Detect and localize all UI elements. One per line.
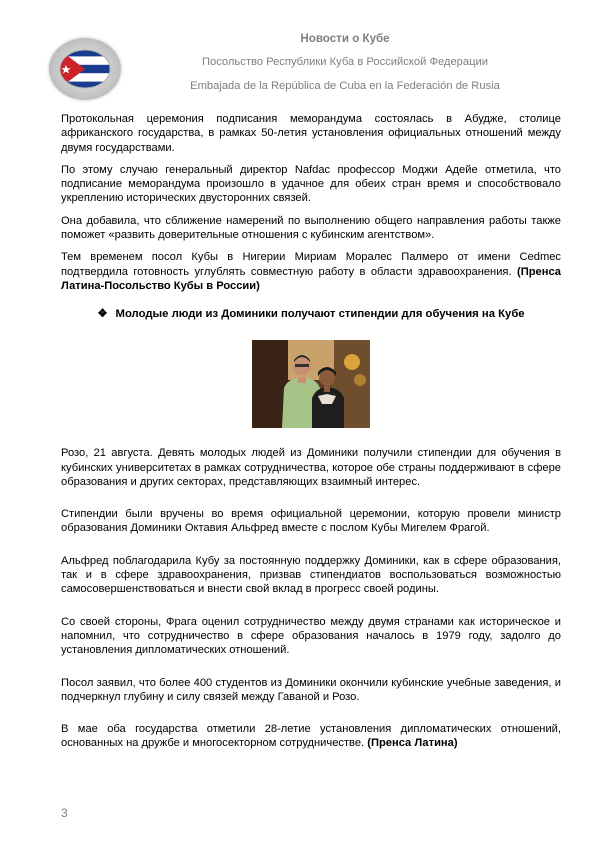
two-people-photo	[252, 340, 370, 428]
article2-paragraph-6	[61, 722, 561, 751]
newsletter-title: Новости о Кубе	[300, 32, 390, 45]
article2-paragraph-4: Со своей стороны, Фрага оценил сотрудничество между двумя странами как историческое и напомнил, что сотрудничество в сфере образования началось в 1979 году, задолго до установления дипломатических отношений.	[61, 615, 561, 657]
article-photo	[252, 340, 370, 428]
article1-paragraph-1: Протокольная церемония подписания меморандума состоялась в Абудже, столице африканского государства, в рамках 50-летия установления официальных отношений между двумя государствами.	[61, 113, 561, 154]
article1-source: (Пренса Латина-Посольство Кубы в России)	[61, 265, 561, 292]
article2-paragraph-6-text: В мае оба государства отметили 28-летие установления дипломатических отношений, основанных на дружбе и многосекторном сотрудничестве.	[61, 723, 561, 750]
article1-paragraph-4-text: Тем временем посол Кубы в Нигерии Мириам Моралес Палмеро от имени Cedmec подтвердила готовность углублять совместную работу в области здравоохранения.	[61, 251, 561, 278]
embassy-name-es: Embajada de la República de Cuba en la Federación de Rusia	[190, 80, 500, 92]
article2-title-text: Молодые люди из Доминики получают стипендии для обучения на Кубе	[115, 308, 525, 321]
article1-paragraph-3: Она добавила, что сближение намерений по выполнению общего направления работы также поможет «развить доверительные отношения с кубинским агентством».	[61, 214, 561, 242]
article1-paragraph-2: По этому случаю генеральный директор Nafdac профессор Моджи Адейе отметила, что подписание меморандума произошло в удачное для обеих стран время и способствовало укреплению исторических двусторонних связей.	[61, 163, 561, 205]
article1-paragraph-4	[61, 250, 561, 293]
cuban-flag-icon	[49, 38, 121, 100]
page-content	[61, 112, 561, 751]
article2-source: (Пренса Латина)	[367, 737, 458, 750]
page-header	[0, 0, 609, 110]
page-number: 3	[61, 806, 68, 820]
article2-paragraph-3: Альфред поблагодарила Кубу за постоянную поддержку Доминики, как в сфере образования, так и в сфере здравоохранения, призвав стипендиатов воспользоваться возможностью самосовершенствоваться и внести свой вклад в прогресс своей родины.	[61, 554, 561, 596]
embassy-name-ru: Посольство Республики Куба в Российской Федерации	[201, 56, 489, 68]
diamond-bullet-icon: ❖	[97, 308, 108, 321]
article2-paragraph-1: Розо, 21 августа. Девять молодых людей из Доминики получили стипендии для обучения в кубинских университетах в рамках сотрудничества, которое обе страны поддерживают в сфере образования и других секторах, представляющих взаимный интерес.	[61, 447, 561, 488]
article2-paragraph-5: Посол заявил, что более 400 студентов из Доминики окончили кубинские учебные заведения, и подчеркнул глубину и силу связей между Гаваной и Розо.	[61, 676, 561, 703]
article2-paragraph-2: Стипендии были вручены во время официальной церемонии, которую провели министр образования Доминики Октавия Альфред вместе с послом Кубы Мигелем Фрагой.	[61, 508, 561, 535]
article2-title	[61, 307, 561, 320]
